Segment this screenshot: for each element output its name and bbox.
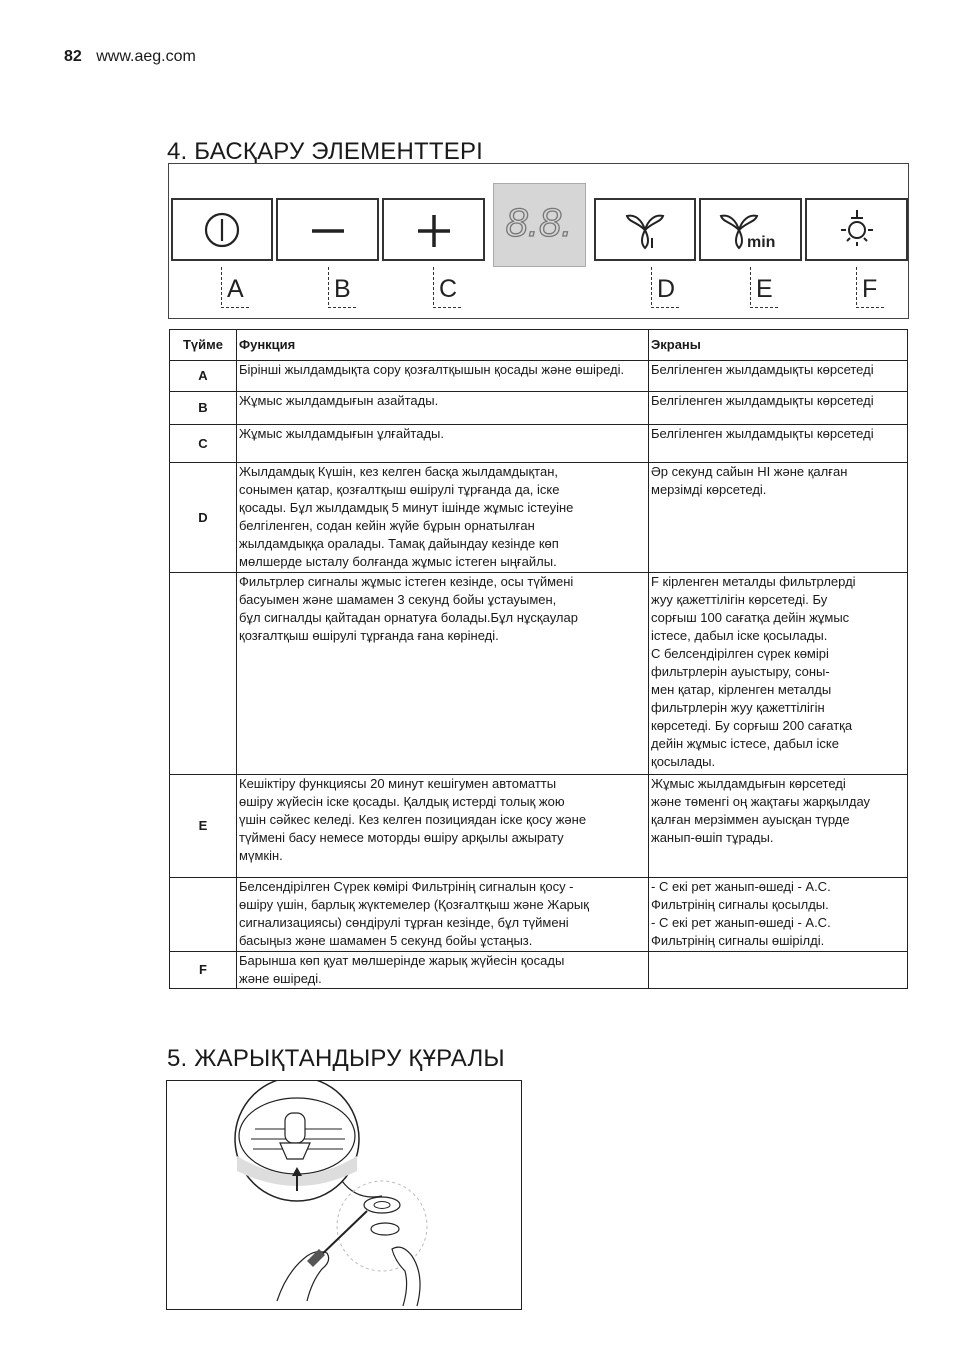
table-row (170, 361, 908, 392)
fan-min-icon (711, 200, 791, 260)
table-row (170, 775, 908, 878)
fan-boost-icon (615, 200, 675, 260)
row-display: Әр секунд сайын HI және қалған мерзімді көрсетеді. (649, 463, 908, 573)
button-d-boost (594, 198, 696, 261)
site-url: www.aeg.com (96, 48, 196, 65)
power-icon (192, 200, 252, 260)
row-key: A (170, 361, 237, 392)
min-label: min (746, 234, 775, 251)
table-row (170, 573, 908, 775)
row-key (170, 573, 237, 775)
row-function: Барынша көп қуат мөлшерінде жарық жүйесін қосады және өшіреді. (237, 952, 649, 989)
row-display: Белгіленген жылдамдықты көрсетеді (649, 361, 908, 392)
marker-a: A (221, 267, 251, 311)
button-a-power (171, 198, 273, 261)
marker-f: F (856, 267, 886, 311)
row-key: D (170, 463, 237, 573)
header-key: Түйме (170, 330, 237, 361)
row-key: F (170, 952, 237, 989)
row-function: Бірінші жылдамдықта сору қозғалтқышын қосады және өшіреді. (237, 361, 649, 392)
segment-display (493, 183, 586, 267)
light-icon (827, 200, 887, 260)
row-function: Фильтрлер сигналы жұмыс істеген кезінде, осы түймені басуымен және шамамен 3 секунд бойы ұстауымен, бұл сигналды қайтадан орнатуға болады.Бұл нұсқаулар қозғалтқыш өшірулі тұрғанда ғана көрінеді. (237, 573, 649, 775)
marker-d: D (651, 267, 681, 311)
row-function: Жұмыс жылдамдығын азайтады. (237, 392, 649, 425)
row-display: Белгіленген жылдамдықты көрсетеді (649, 425, 908, 463)
row-function: Белсендірілген Сүрек көмірі Фильтрінің сигналын қосу - өшіру үшін, барлық жүктемелер (Қозғалтқыш және Жарық сигнализациясы) сөндірулі тұрған кезінде, бұл түймені басыңыз және шамамен 5 секунд бойы ұстаңыз. (237, 878, 649, 952)
row-display: Белгіленген жылдамдықты көрсетеді (649, 392, 908, 425)
row-key: E (170, 775, 237, 878)
header-function: Функция (237, 330, 649, 361)
row-function: Жұмыс жылдамдығын ұлғайтады. (237, 425, 649, 463)
button-e-min (699, 198, 802, 261)
button-c-plus (382, 198, 485, 261)
header-display: Экраны (649, 330, 908, 361)
minus-icon (298, 200, 358, 260)
table-row (170, 878, 908, 952)
table-header-row (170, 330, 908, 361)
row-function: Жылдамдық Күшін, кез келген басқа жылдамдықтан, сонымен қатар, қозғалтқыш өшірулі тұрғанда да, іске қосады. Бұл жылдамдық 5 минут ішінде жұмыс істеуіне белгіленген, содан кейін жүйе бұрын орнатылған жылдамдыққа оралады. Тамақ дайындау кезінде көп мөлшерде ысталу болғанда жұмыс істеген ыңғайлы. (237, 463, 649, 573)
seven-segment-icon (494, 184, 585, 266)
table-row (170, 463, 908, 573)
row-function: Кешіктіру функциясы 20 минут кешігумен автоматты өшіру жүйесін іске қосады. Қалдық истерді толық жою үшін сәйкес келеді. Кез келген позициядан іске қосу және түймені басу немесе моторды өшіру арқылы ажырату мүмкін. (237, 775, 649, 878)
function-table (169, 329, 908, 989)
row-key: C (170, 425, 237, 463)
marker-b: B (328, 267, 358, 311)
control-panel-diagram (168, 163, 909, 319)
table-row (170, 952, 908, 989)
plus-icon (404, 200, 464, 260)
row-display: F кірленген металды фильтрлерді жуу қажеттілігін көрсетеді. Бу сорғыш 100 сағатқа дейін жұмыс істесе, дабыл іске қосылады. C белсендірілген сүрек көмірі фильтрлерін ауыстыру, соны- мен қатар, кірленген металды фильтрлерін жуу қажеттілігін көрсетеді. Бу сорғыш 200 сағатқа дейін жұмыс істесе, дабыл іске қосылады. (649, 573, 908, 775)
marker-e: E (750, 267, 780, 311)
marker-c: C (433, 267, 463, 311)
button-b-minus (276, 198, 379, 261)
table-row (170, 392, 908, 425)
page-header (64, 48, 196, 66)
row-display (649, 952, 908, 989)
table-row (170, 425, 908, 463)
lamp-replacement-figure (166, 1080, 522, 1310)
row-key: B (170, 392, 237, 425)
row-display: - C екі рет жанып-өшеді - A.C. Фильтрінің сигналы қосылды. - C екі рет жанып-өшеді - A.C. Фильтрінің сигналы өшірілді. (649, 878, 908, 952)
display-digits: 8.8. (505, 201, 573, 245)
row-key (170, 878, 237, 952)
section-4-title: 4. БАСҚАРУ ЭЛЕМЕНТТЕРІ (167, 138, 484, 165)
lamp-replacement-illustration (167, 1081, 521, 1309)
section-5-title: 5. ЖАРЫҚТАНДЫРУ ҚҰРАЛЫ (167, 1045, 505, 1072)
row-display: Жұмыс жылдамдығын көрсетеді және төменгі оң жақтағы жарқылдау қалған мерзіммен ауысқан түрде жанып-өшіп тұрады. (649, 775, 908, 878)
page-number: 82 (64, 48, 82, 65)
button-f-light (805, 198, 908, 261)
